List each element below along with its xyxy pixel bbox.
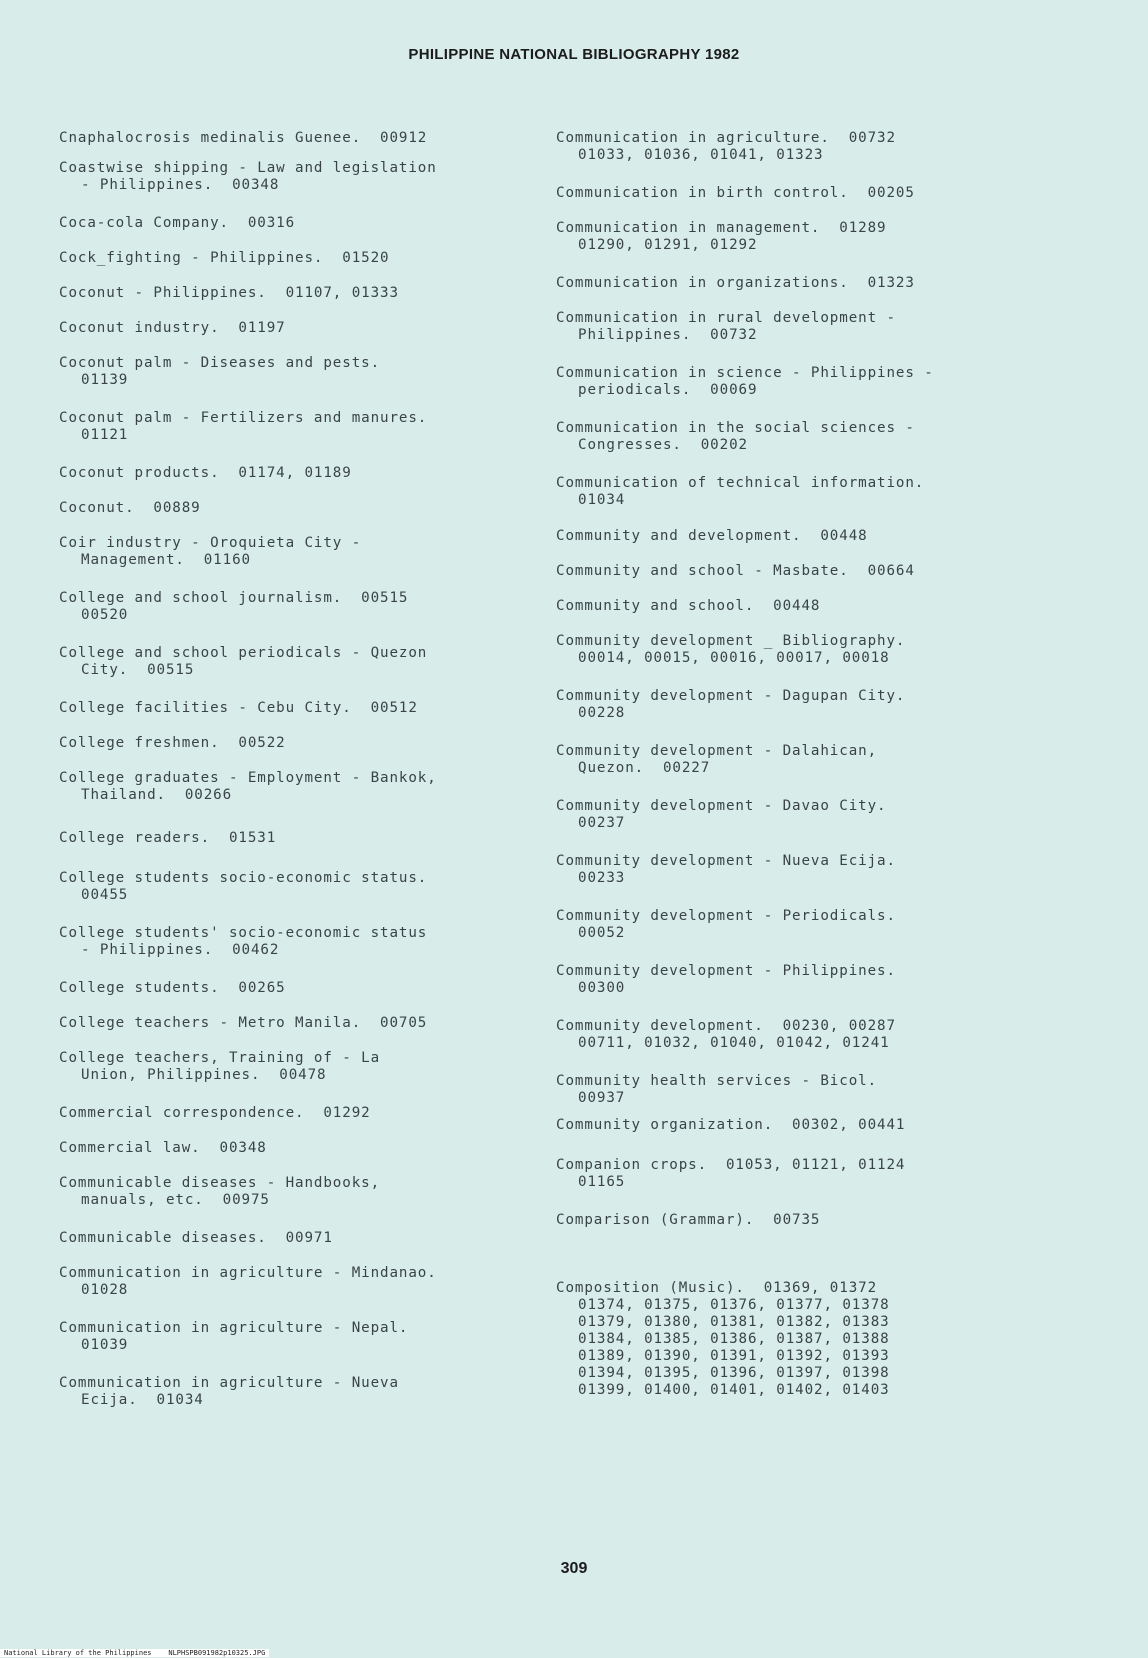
- index-heading: Communication in birth control. 00205: [556, 185, 915, 201]
- index-entry: [556, 310, 896, 344]
- index-continuation: 00711, 01032, 01040, 01042, 01241: [578, 1035, 890, 1051]
- index-continuation: 01374, 01375, 01376, 01377, 01378: [578, 1297, 890, 1313]
- index-entry: [59, 735, 286, 752]
- index-heading: College students. 00265: [59, 980, 286, 996]
- index-entry: [59, 1105, 371, 1122]
- index-entry: [556, 633, 905, 667]
- index-entry: [59, 830, 276, 847]
- index-entry: [556, 743, 877, 777]
- index-heading: Community and school. 00448: [556, 598, 821, 614]
- index-heading: Community development - Dagupan City.: [556, 688, 906, 704]
- index-entry: [556, 528, 868, 545]
- index-continuation: 01034: [578, 492, 626, 508]
- index-continuation: 01139: [81, 372, 129, 388]
- index-heading: Community development - Nueva Ecija.: [556, 853, 896, 869]
- index-entry: [59, 500, 201, 517]
- index-continuation: City. 00515: [81, 662, 195, 678]
- index-entry: [59, 355, 380, 389]
- index-entry: [59, 700, 418, 717]
- index-entry: [59, 250, 389, 267]
- index-heading: Community development. 00230, 00287: [556, 1018, 896, 1034]
- index-heading: Communication in science - Philippines -: [556, 365, 934, 381]
- index-entry: [556, 1157, 905, 1191]
- index-entry: [59, 1015, 427, 1032]
- index-continuation: 01121: [81, 427, 129, 443]
- index-heading: Community development - Periodicals.: [556, 908, 896, 924]
- index-heading: Coastwise shipping - Law and legislation: [59, 160, 437, 176]
- index-continuation: 01033, 01036, 01041, 01323: [578, 147, 824, 163]
- index-heading: Community health services - Bicol.: [556, 1073, 878, 1089]
- index-entry: [59, 1050, 380, 1084]
- index-entry: [556, 1117, 905, 1134]
- index-entry: [59, 130, 427, 147]
- index-entry: [556, 130, 896, 164]
- index-continuation: Union, Philippines. 00478: [81, 1067, 327, 1083]
- index-entry: [59, 1265, 437, 1299]
- index-continuation: 00237: [578, 815, 626, 831]
- index-entry: [556, 420, 915, 454]
- index-heading: Community organization. 00302, 00441: [556, 1117, 906, 1133]
- index-heading: Communication of technical information.: [556, 475, 925, 491]
- index-entry: [59, 285, 399, 302]
- index-entry: [556, 1280, 890, 1399]
- index-entry: [59, 1320, 408, 1354]
- index-entry: [556, 963, 896, 997]
- index-heading: Commercial law. 00348: [59, 1140, 267, 1156]
- index-entry: [556, 1212, 820, 1229]
- index-continuation: manuals, etc. 00975: [81, 1192, 270, 1208]
- index-heading: Community and development. 00448: [556, 528, 868, 544]
- index-continuation: 00228: [578, 705, 626, 721]
- index-heading: College freshmen. 00522: [59, 735, 286, 751]
- index-entry: [59, 590, 408, 624]
- index-heading: Communication in agriculture - Mindanao.: [59, 1265, 437, 1281]
- index-continuation: Congresses. 00202: [578, 437, 748, 453]
- index-heading: Comparison (Grammar). 00735: [556, 1212, 821, 1228]
- index-heading: Communication in the social sciences -: [556, 420, 915, 436]
- index-continuation: Management. 01160: [81, 552, 251, 568]
- index-heading: College students' socio-economic status: [59, 925, 428, 941]
- index-continuation: 00052: [578, 925, 626, 941]
- index-continuation: Ecija. 01034: [81, 1392, 204, 1408]
- index-continuation: 01384, 01385, 01386, 01387, 01388: [578, 1331, 890, 1347]
- index-continuation: - Philippines. 00348: [81, 177, 280, 193]
- index-heading: Community development - Philippines.: [556, 963, 896, 979]
- index-heading: Communication in agriculture - Nepal.: [59, 1320, 409, 1336]
- index-heading: Communication in organizations. 01323: [556, 275, 915, 291]
- index-heading: Coconut products. 01174, 01189: [59, 465, 352, 481]
- index-heading: Commercial correspondence. 01292: [59, 1105, 371, 1121]
- index-heading: Coca-cola Company. 00316: [59, 215, 296, 231]
- index-heading: Companion crops. 01053, 01121, 01124: [556, 1157, 906, 1173]
- index-heading: Cock_fighting - Philippines. 01520: [59, 250, 390, 266]
- index-entry: [59, 320, 286, 337]
- index-continuation: 00520: [81, 607, 129, 623]
- index-continuation: periodicals. 00069: [578, 382, 758, 398]
- index-entry: [556, 798, 886, 832]
- index-heading: College readers. 01531: [59, 830, 277, 846]
- index-heading: Coconut. 00889: [59, 500, 201, 516]
- index-entry: [556, 1018, 896, 1052]
- index-heading: College teachers - Metro Manila. 00705: [59, 1015, 428, 1031]
- index-heading: Communication in agriculture. 00732: [556, 130, 896, 146]
- index-entry: [59, 980, 286, 997]
- index-entry: [59, 645, 427, 679]
- index-continuation: 01394, 01395, 01396, 01397, 01398: [578, 1365, 890, 1381]
- index-heading: Coir industry - Oroquieta City -: [59, 535, 362, 551]
- index-entry: [556, 563, 915, 580]
- index-heading: Communicable diseases - Handbooks,: [59, 1175, 381, 1191]
- index-heading: Communication in rural development -: [556, 310, 896, 326]
- index-heading: College and school periodicals - Quezon: [59, 645, 428, 661]
- page-header: PHILIPPINE NATIONAL BIBLIOGRAPHY 1982: [408, 46, 740, 63]
- index-continuation: 01165: [578, 1174, 626, 1190]
- index-entry: [556, 908, 896, 942]
- index-entry: [59, 770, 437, 804]
- index-heading: Coconut industry. 01197: [59, 320, 286, 336]
- index-continuation: 01290, 01291, 01292: [578, 237, 758, 253]
- index-heading: Communication in management. 01289: [556, 220, 887, 236]
- index-entry: [59, 535, 361, 569]
- index-entry: [556, 1073, 877, 1107]
- index-entry: [556, 275, 915, 292]
- scan-footer: National Library of the Philippines NLPHSPB091982p10325.JPG: [0, 1649, 269, 1657]
- index-entry: [556, 185, 915, 202]
- index-heading: Coconut - Philippines. 01107, 01333: [59, 285, 399, 301]
- index-heading: Community development - Davao City.: [556, 798, 887, 814]
- index-entry: [556, 475, 924, 509]
- index-entry: [59, 925, 427, 959]
- index-continuation: 00014, 00015, 00016, 00017, 00018: [578, 650, 890, 666]
- index-heading: College and school journalism. 00515: [59, 590, 409, 606]
- index-entry: [59, 1140, 267, 1157]
- index-entry: [556, 598, 820, 615]
- index-continuation: 00233: [578, 870, 626, 886]
- index-continuation: 00937: [578, 1090, 626, 1106]
- index-heading: College facilities - Cebu City. 00512: [59, 700, 418, 716]
- index-entry: [556, 688, 905, 722]
- index-continuation: Philippines. 00732: [578, 327, 758, 343]
- index-entry: [59, 215, 295, 232]
- index-heading: Cnaphalocrosis medinalis Guenee. 00912: [59, 130, 428, 146]
- page-number: 309: [560, 1560, 588, 1577]
- index-entry: [556, 853, 896, 887]
- index-heading: Community and school - Masbate. 00664: [556, 563, 915, 579]
- index-heading: Communication in agriculture - Nueva: [59, 1375, 399, 1391]
- index-entry: [59, 160, 437, 194]
- index-entry: [59, 465, 352, 482]
- index-heading: Coconut palm - Diseases and pests.: [59, 355, 381, 371]
- index-entry: [59, 1175, 380, 1209]
- index-continuation: 01379, 01380, 01381, 01382, 01383: [578, 1314, 890, 1330]
- index-continuation: 01028: [81, 1282, 129, 1298]
- index-continuation: Quezon. 00227: [578, 760, 711, 776]
- index-continuation: 01039: [81, 1337, 129, 1353]
- index-continuation: 00455: [81, 887, 129, 903]
- index-entry: [59, 870, 427, 904]
- index-continuation: - Philippines. 00462: [81, 942, 280, 958]
- index-entry: [556, 220, 886, 254]
- index-heading: College teachers, Training of - La: [59, 1050, 381, 1066]
- index-heading: Coconut palm - Fertilizers and manures.: [59, 410, 428, 426]
- index-entry: [59, 1230, 333, 1247]
- index-heading: College students socio-economic status.: [59, 870, 428, 886]
- index-heading: College graduates - Employment - Bankok,: [59, 770, 437, 786]
- index-heading: Composition (Music). 01369, 01372: [556, 1280, 878, 1296]
- index-continuation: 01389, 01390, 01391, 01392, 01393: [578, 1348, 890, 1364]
- index-entry: [59, 1375, 399, 1409]
- index-heading: Community development - Dalahican,: [556, 743, 878, 759]
- index-entry: [59, 410, 427, 444]
- index-entry: [556, 365, 934, 399]
- index-continuation: 00300: [578, 980, 626, 996]
- index-continuation: 01399, 01400, 01401, 01402, 01403: [578, 1382, 890, 1398]
- index-heading: Communicable diseases. 00971: [59, 1230, 333, 1246]
- index-heading: Community development _ Bibliography.: [556, 633, 906, 649]
- index-continuation: Thailand. 00266: [81, 787, 233, 803]
